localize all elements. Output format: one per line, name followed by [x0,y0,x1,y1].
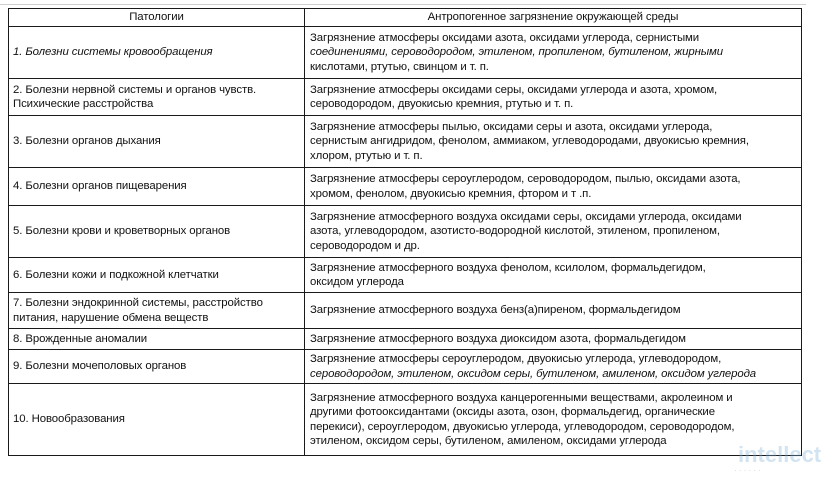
pathology-cell: 9. Болезни мочеполовых органов [9,350,305,384]
pollution-line: перекиси), сероуглеродом, двуокисью углерода, углеводородом, сероводородом, [310,420,735,433]
pollution-line: Загрязнение атмосферы оксидами азота, оксидами углерода, сернистыми [310,31,700,44]
table-row [9,329,802,350]
pollution-line: хромом, фенолом, двуокисью кремния, фтором и т .п. [310,187,592,200]
pollution-cell [305,258,802,293]
pollution-line: Загрязнение атмосферы оксидами серы, оксидами углерода и азота, хромом, [310,83,718,96]
header-pathology: Патологии [9,9,305,27]
pathology-cell: 4. Болезни органов пищеварения [9,168,305,206]
table-row [9,27,802,79]
pollution-cell [305,329,802,350]
pollution-line: Загрязнение атмосферного воздуха фенолом, ксилолом, формальдегидом, [310,261,706,274]
pollution-line: сероводородом и др. [310,239,420,252]
pollution-line: Загрязнение атмосферного воздуха оксидами серы, оксидами углерода, оксидами [310,210,742,223]
pollution-line: сероводородом, двуокисью кремния, ртутью и т. п. [310,98,574,110]
pollution-line: сернистым ангидридом, фенолом, аммиаком, углеводородами, двуокисью кремния, [310,135,749,148]
pollution-line: другими фотооксидантами (оксиды азота, озон, формальдегид, органические [310,406,715,418]
pathology-cell: 3. Болезни органов дыхания [9,116,305,168]
pollution-line: Загрязнение атмосферного воздуха диоксидом азота, формальдегидом [310,332,686,345]
pollution-line: Загрязнение атмосферного воздуха канцерогенными веществами, акролеином и [310,391,733,404]
pathology-cell: 7. Болезни эндокринной системы, расстройство питания, нарушение обмена веществ [9,293,305,329]
pollution-line: сероводородом, этиленом, оксидом серы, бутиленом, амиленом, оксидом углерода [310,367,757,380]
pollution-line: кислотами, ртутью, свинцом и т. п. [310,60,489,73]
pollution-cell [305,350,802,384]
cropped-caption-strip [0,0,806,5]
pollution-line: этиленом, оксидом серы, бутиленом, амиленом, оксидами углерода [310,435,667,447]
pollution-line: Загрязнение атмосферного воздуха бенз(а)пиреном, формальдегидом [310,304,681,317]
pathology-cell: 6. Болезни кожи и подкожной клетчатки [9,258,305,293]
pathology-cell: 1. Болезни системы кровообращения [9,27,305,79]
pollution-cell [305,293,802,329]
pollution-line: оксидом углерода [310,276,404,288]
table-row [9,168,802,206]
pathology-cell: 10. Новообразования [9,384,305,456]
pollution-line: Загрязнение атмосферы сероуглеродом, сероводородом, пылью, оксидами азота, [310,173,741,185]
pathology-cell: 2. Болезни нервной системы и органов чувств. Психические расстройства [9,79,305,116]
pollution-cell [305,27,802,79]
pollution-cell [305,384,802,456]
table-row [9,79,802,116]
header-pollution: Антропогенное загрязнение окружающей среды [305,9,802,27]
table-header-row [9,9,802,27]
table-row [9,350,802,384]
table-row [9,116,802,168]
pollution-line: хлором, ртутью и т. п. [310,149,423,162]
pollution-cell [305,116,802,168]
pollution-line: Загрязнение атмосферы пылью, оксидами серы и азота, оксидами углерода, [310,120,713,133]
pollution-cell [305,206,802,258]
watermark-logo: intellect · · · · · · [734,442,821,475]
pathology-pollution-table [8,8,802,456]
pollution-line: Загрязнение атмосферы сероуглеродом, двуокисью углерода, углеводородом, [310,353,722,365]
table-row [9,258,802,293]
table-row [9,206,802,258]
pathology-cell: 8. Врожденные аномалии [9,329,305,350]
table-row [9,293,802,329]
table-row [9,384,802,456]
pollution-cell [305,168,802,206]
pathology-cell: 5. Болезни крови и кроветворных органов [9,206,305,258]
pollution-line: азота, углеводородом, азотисто-водородной кислотой, этиленом, пропиленом, [310,225,720,238]
pollution-cell [305,79,802,116]
pollution-line: соединениями, сероводородом, этиленом, пропиленом, бутиленом, жирными [310,46,723,59]
